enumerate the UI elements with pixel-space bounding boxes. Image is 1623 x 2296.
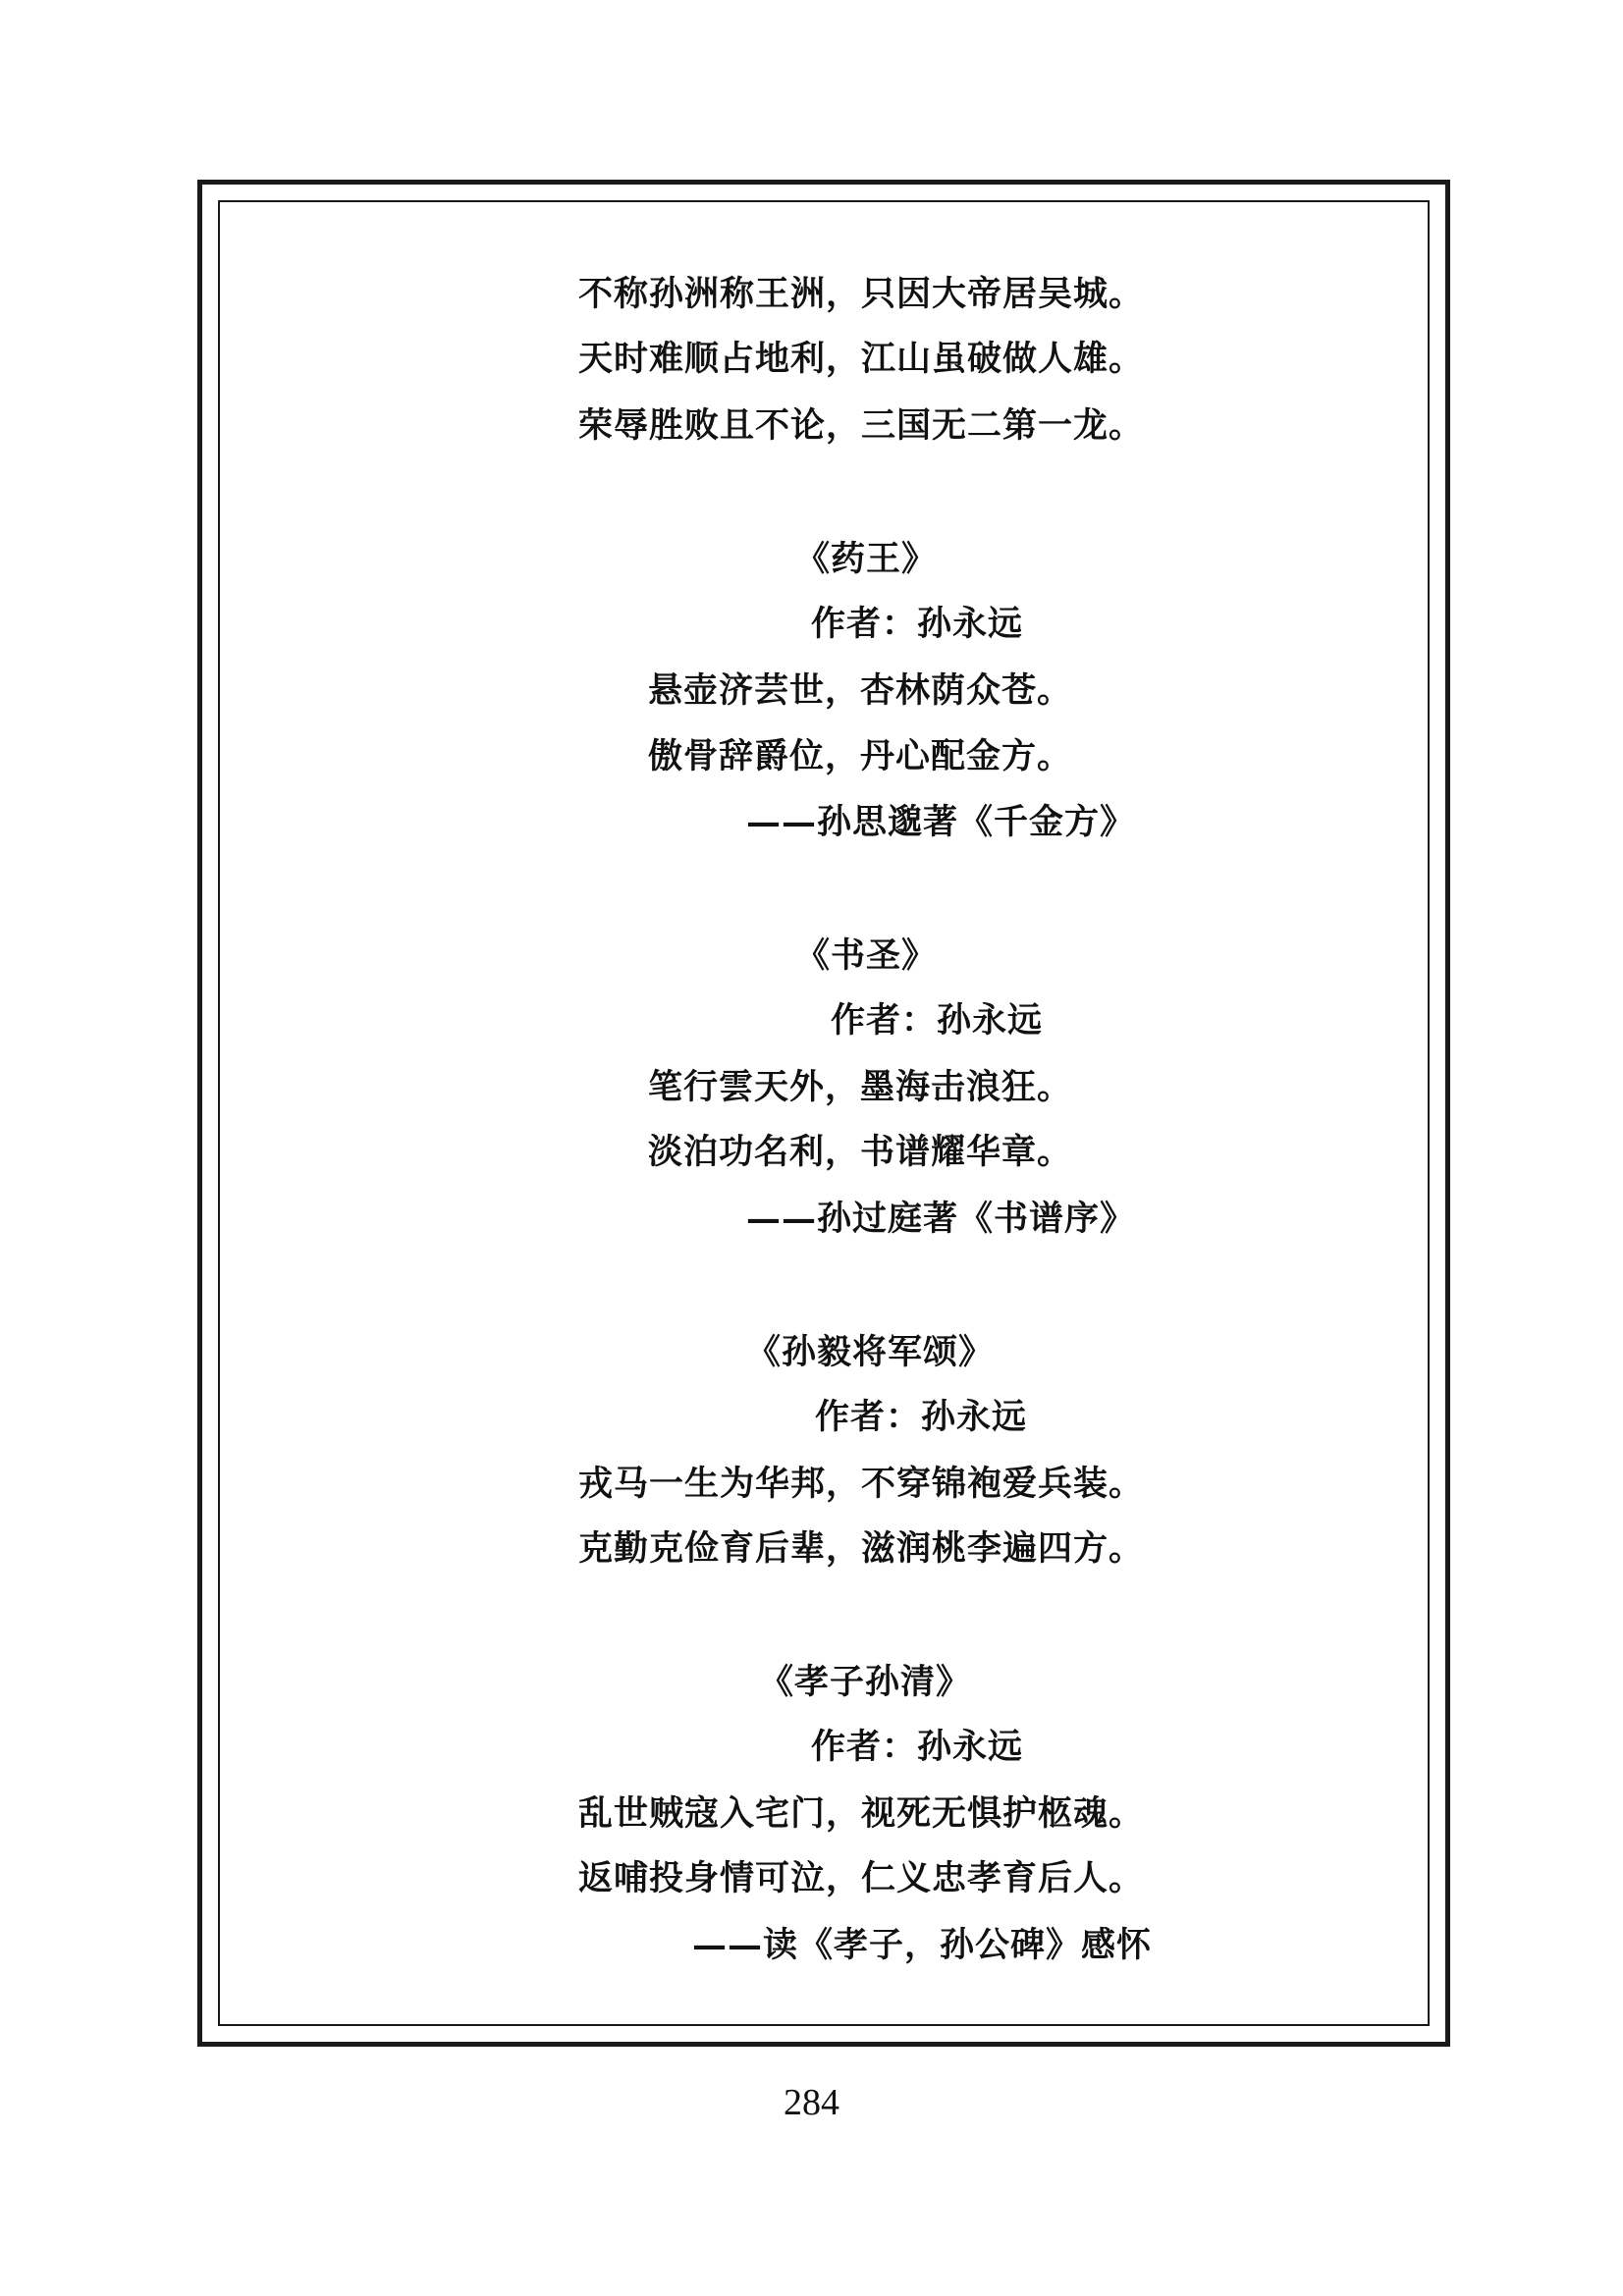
poem-line-shusheng-2: 淡泊功名利，书谱耀华章。 — [648, 1132, 1073, 1172]
poem-line-yaowang-2: 傲骨辞爵位，丹心配金方。 — [648, 736, 1073, 776]
intro-poem-line-1: 不称孙洲称王洲，只因大帝居吴城。 — [578, 274, 1145, 314]
poem-line-yaowang-1: 悬壶济芸世，杏林荫众苍。 — [648, 670, 1073, 711]
poem-line-sunyi-1: 戎马一生为华邦，不穿锦袍爱兵装。 — [578, 1464, 1145, 1504]
poem-author-sunyi: 作者：孙永远 — [815, 1397, 1028, 1437]
poem-note-sunqing: ——读《孝子，孙公碑》感怀 — [692, 1925, 1153, 1965]
poem-title-sunyi: 《孙毅将军颂》 — [746, 1332, 995, 1372]
intro-poem-line-3: 荣辱胜败且不论，三国无二第一龙。 — [578, 405, 1145, 446]
poem-line-sunqing-1: 乱世贼寇入宅门，视死无惧护柩魂。 — [578, 1793, 1145, 1834]
poem-line-shusheng-1: 笔行雲天外，墨海击浪狂。 — [648, 1067, 1073, 1107]
poem-note-shusheng: ——孙过庭著《书谱序》 — [746, 1199, 1136, 1239]
poem-note-yaowang: ——孙思邈著《千金方》 — [746, 802, 1136, 842]
poem-author-shusheng: 作者：孙永远 — [831, 1000, 1044, 1041]
poem-author-sunqing: 作者：孙永远 — [811, 1727, 1024, 1767]
poem-line-sunyi-2: 克勤克俭育后辈，滋润桃李遍四方。 — [578, 1528, 1145, 1569]
poem-author-yaowang: 作者：孙永远 — [811, 604, 1024, 644]
poem-title-shusheng: 《书圣》 — [795, 935, 938, 976]
poem-line-sunqing-2: 返哺投身情可泣，仁义忠孝育后人。 — [578, 1858, 1145, 1898]
poem-title-yaowang: 《药王》 — [795, 539, 938, 579]
intro-poem-line-2: 天时难顺占地利，江山虽破做人雄。 — [578, 339, 1145, 379]
poem-title-sunqing: 《孝子孙清》 — [759, 1662, 972, 1702]
page-number: 284 — [784, 2082, 839, 2123]
